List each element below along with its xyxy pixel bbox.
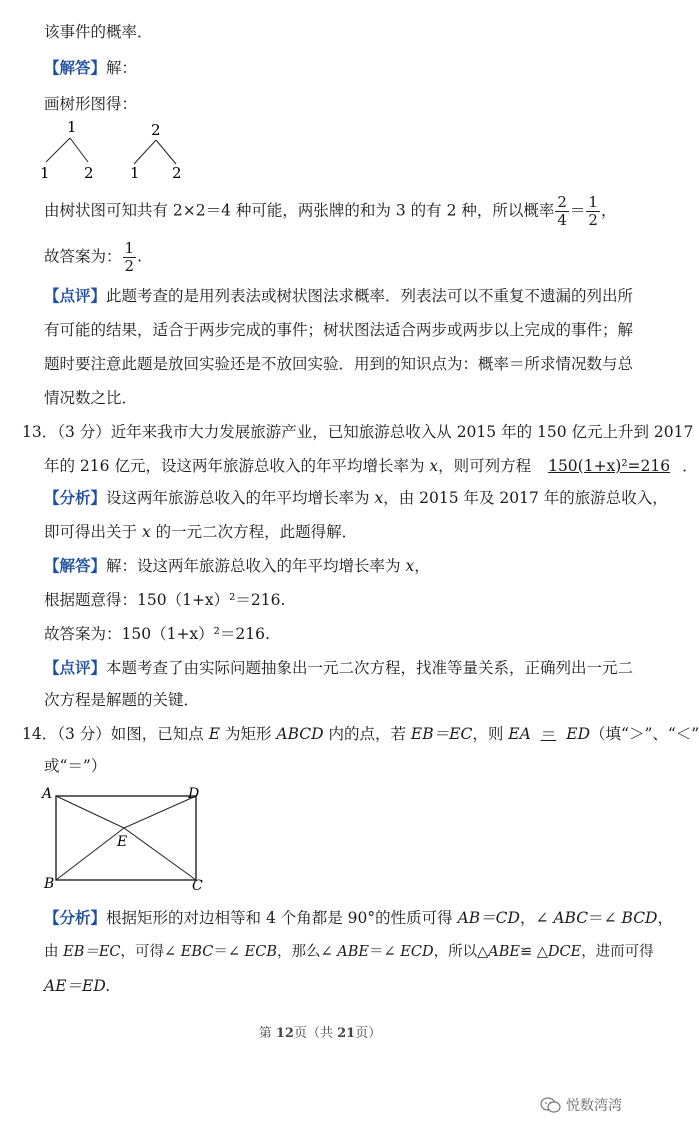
label-D: D — [188, 786, 200, 802]
page-total: 21 — [337, 1026, 356, 1041]
answer-blank: ＝ — [540, 725, 557, 743]
fraction: $\frac{2}{4}$ — [557, 193, 567, 229]
rectangle-figure — [38, 784, 218, 896]
text-line: 或“＝”） — [44, 757, 107, 775]
tag-solution: 【解答】 — [44, 59, 107, 77]
page-number: 12 — [275, 1026, 294, 1041]
fraction: $\frac{1}{2}$ — [588, 193, 598, 229]
answer-blank: 150(1+x)²=216 — [548, 457, 671, 475]
tree-leaf: 2 — [84, 164, 94, 182]
question-14: 14．（3 分）如图，已知点 E 为矩形 ABCD 内的点，若 EB＝EC，则 EA ＝ ED（填“＞”、“＜” — [22, 725, 699, 743]
text-line: 题时要注意此题是放回实验还是不放回实验．用到的知识点为：概率＝所求情况数与总 — [44, 355, 634, 373]
text-line: 该事件的概率． — [44, 23, 153, 41]
text-line: 即可得出关于 x 的一元二次方程，此题得解． — [44, 523, 358, 541]
label-C: C — [192, 878, 203, 894]
tag-analysis: 【分析】 — [44, 489, 107, 507]
tree-diagram — [34, 118, 204, 182]
tree-root-1: 1 — [67, 118, 77, 136]
comment-line: 【点评】此题考查的是用列表法或树状图法求概率．列表法可以不重复不遗漏的列出所 — [44, 287, 634, 305]
tree-leaf: 1 — [130, 164, 140, 182]
tree-leaf: 1 — [40, 164, 50, 182]
page-footer: 第 12页（共 21页） — [258, 1026, 382, 1041]
text-line: 年的 216 亿元，设这两年旅游总收入的年平均增长率为 x，则可列方程 150(1+x)²=216 ． — [44, 457, 698, 475]
text-line: 故答案为：150（1+x）²＝216. — [44, 625, 270, 643]
text-line: 由 EB＝EC，可得∠ EBC＝∠ ECB，那么∠ ABE＝∠ ECD，所以△ABE≌ △DCE，进而可得 — [44, 944, 654, 960]
comment-line: 【点评】本题考查了由实际问题抽象出一元二次方程，找准等量关系，正确列出一元二 — [44, 659, 634, 677]
text-line: 由树状图可知共有 2×2＝4 种可能，两张牌的和为 3 的有 2 种，所以概率 $\frac{2}{4}$ ＝ $\frac{1}{2}$ ， — [44, 193, 617, 229]
tree-leaf: 2 — [172, 164, 182, 182]
tag-analysis: 【分析】 — [44, 909, 107, 927]
solution-line: 【解答】解：设这两年旅游总收入的年平均增长率为 x， — [44, 557, 430, 575]
watermark: 悦数湾湾 — [540, 1095, 622, 1115]
question-13: 13．（3 分）近年来我市大力发展旅游产业，已知旅游总收入从 2015 年的 150 亿元上升到 2017 — [22, 423, 694, 441]
text-line: 情况数之比． — [44, 389, 138, 407]
text-line: 根据题意得：150（1+x）²＝216. — [44, 591, 286, 609]
text-line: 次方程是解题的关键． — [44, 691, 200, 709]
text-line: 画树形图得： — [44, 95, 138, 113]
analysis-line: 【分析】设这两年旅游总收入的年平均增长率为 x，由 2015 年及 2017 年的旅游总收入， — [44, 489, 668, 507]
tree-root-2: 2 — [151, 121, 161, 139]
label-B: B — [44, 876, 55, 892]
wechat-icon — [540, 1096, 562, 1114]
solution-header: 【解答】解： — [44, 59, 138, 77]
label-A: A — [42, 786, 53, 802]
answer-line: 故答案为： $\frac{1}{2}$ . — [44, 239, 142, 275]
tag-solution: 【解答】 — [44, 557, 107, 575]
tag-comment: 【点评】 — [44, 659, 107, 677]
text-line: 有可能的结果，适合于两步完成的事件；树状图法适合两步或两步以上完成的事件；解 — [44, 321, 634, 339]
label-E: E — [117, 834, 128, 850]
analysis-line: 【分析】根据矩形的对边相等和 4 个角都是 90°的性质可得 AB＝CD，∠ ABC＝∠ BCD， — [44, 909, 673, 927]
fraction: $\frac{1}{2}$ — [124, 239, 135, 275]
text-line: AE＝ED. — [44, 977, 111, 995]
tag-comment: 【点评】 — [44, 287, 107, 305]
